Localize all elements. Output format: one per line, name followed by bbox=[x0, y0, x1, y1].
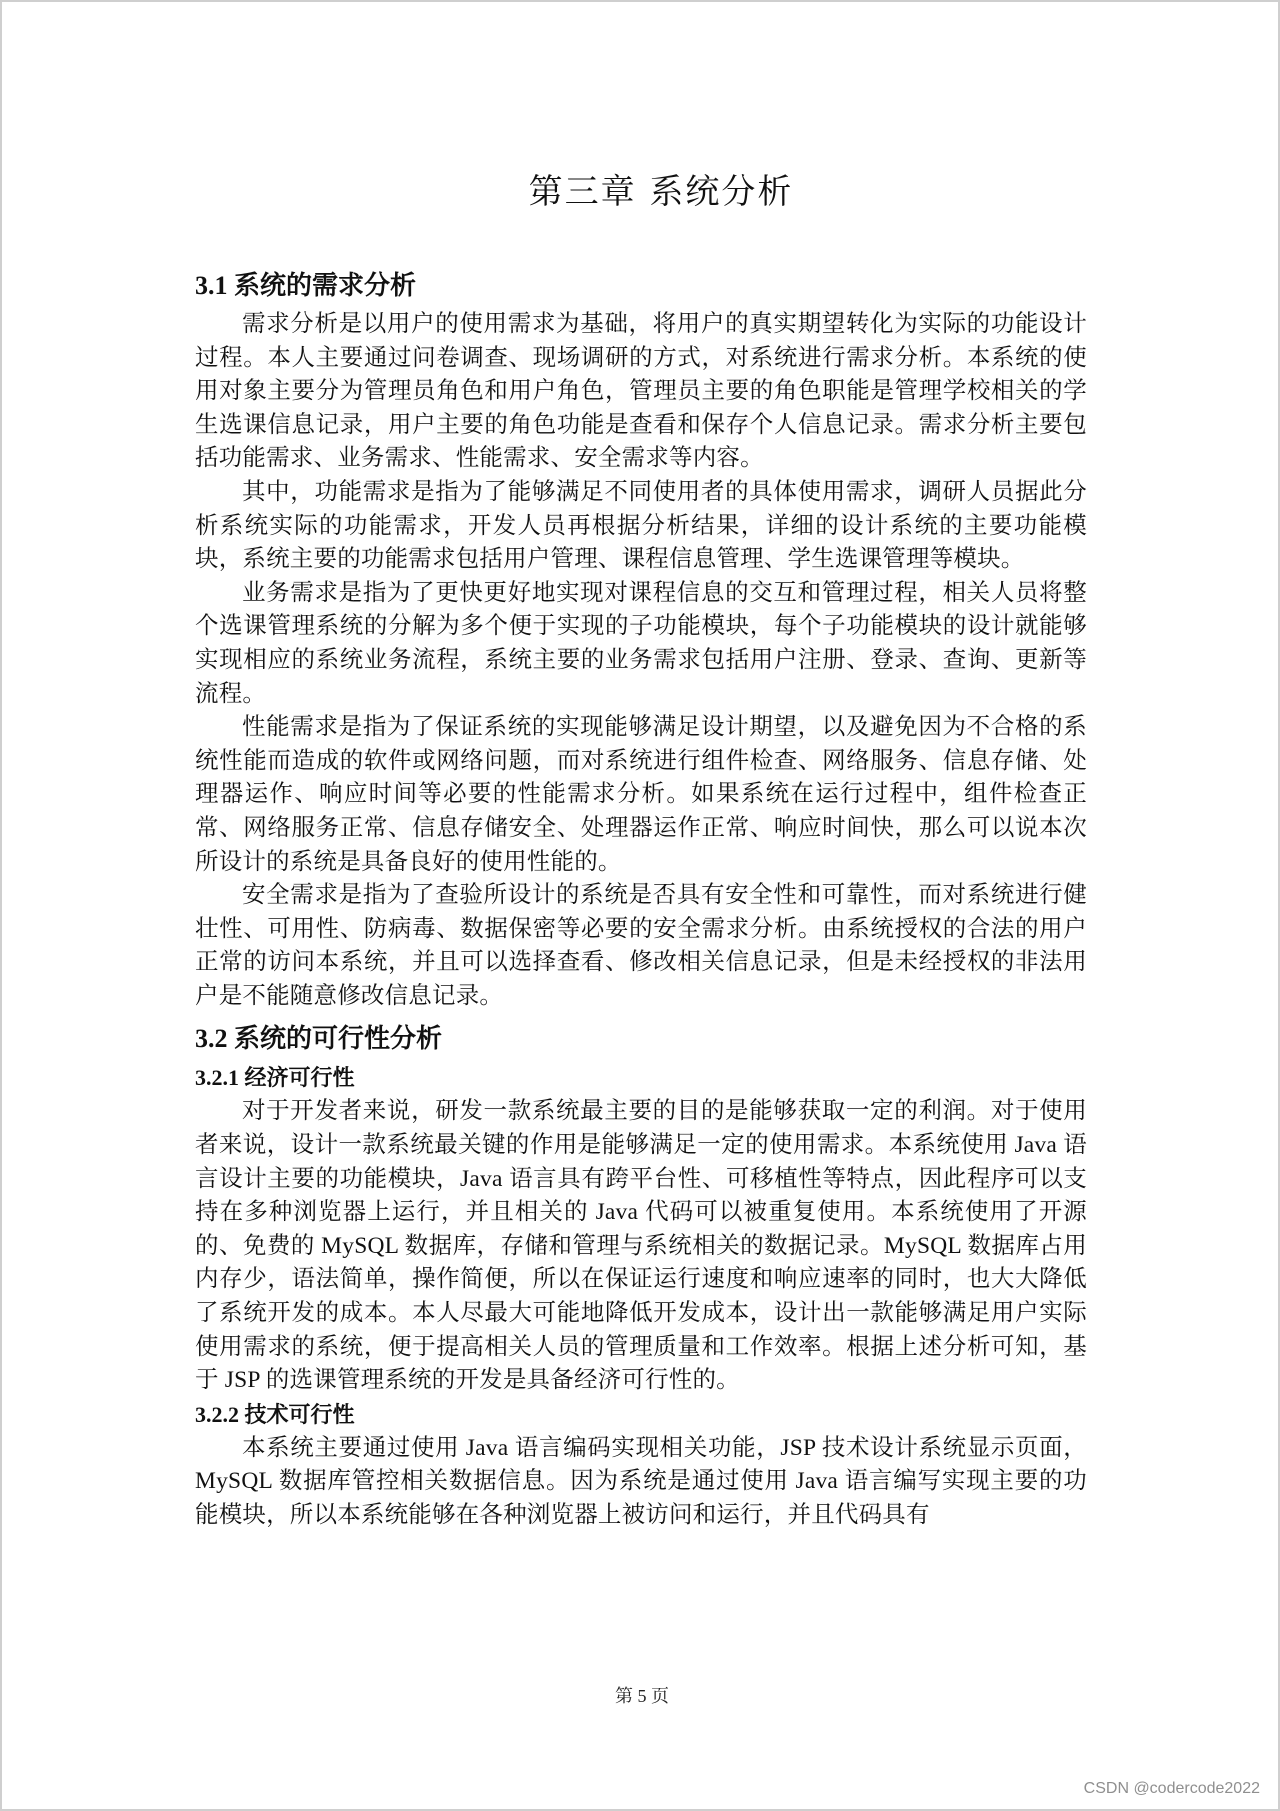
paragraph-functional-requirements: 其中，功能需求是指为了能够满足不同使用者的具体使用需求，调研人员据此分析系统实际的功能需求，开发人员再根据分析结果，详细的设计系统的主要功能模块，系统主要的功能需求包括用户管理、课程信息管理、学生选课管理等模块。 bbox=[195, 478, 1087, 573]
page-number: 第 5 页 bbox=[615, 1686, 669, 1706]
chapter-title: 第三章 系统分析 bbox=[528, 172, 794, 212]
paragraph-technical-feasibility: 本系统主要通过使用 Java 语言编码实现相关功能，JSP 技术设计系统显示页面，MySQL 数据库管控相关数据信息。因为系统是通过使用 Java 语言编写实现主要的功能模块，所以本系统能够在各种浏览器上被访问和运行，并且代码具有 bbox=[195, 1434, 1087, 1528]
paragraph-security-requirements: 安全需求是指为了查验所设计的系统是否具有安全性和可靠性，而对系统进行健壮性、可用性、防病毒、数据保密等必要的安全需求分析。由系统授权的合法的用户正常的访问本系统，并且可以选择查看、修改相关信息记录，但是未经授权的非法用户是不能随意修改信息记录。 bbox=[195, 882, 1087, 1009]
subsection-heading-3-2-1: 3.2.1 经济可行性 bbox=[195, 1065, 355, 1091]
section-heading-3-1: 3.1 系统的需求分析 bbox=[195, 271, 417, 300]
paragraph-business-requirements: 业务需求是指为了更快更好地实现对课程信息的交互和管理过程，相关人员将整个选课管理系统的分解为多个便于实现的子功能模块，每个子功能模块的设计就能够实现相应的系统业务流程，系统主要的业务需求包括用户注册、登录、查询、更新等流程。 bbox=[195, 579, 1087, 707]
paragraph-performance-requirements: 性能需求是指为了保证系统的实现能够满足设计期望，以及避免因为不合格的系统性能而造成的软件或网络问题，而对系统进行组件检查、网络服务、信息存储、处理器运作、响应时间等必要的性能需求分析。如果系统在运行过程中，组件检查正常、网络服务正常、信息存储安全、处理器运作正常、响应时间快，那么可以说本次所设计的系统是具备良好的使用性能的。 bbox=[195, 714, 1087, 875]
watermark: CSDN @codercode2022 bbox=[1083, 1780, 1260, 1797]
paragraph-requirements-intro: 需求分析是以用户的使用需求为基础，将用户的真实期望转化为实际的功能设计过程。本人主要通过问卷调查、现场调研的方式，对系统进行需求分析。本系统的使用对象主要分为管理员角色和用户角色，管理员主要的角色职能是管理学校相关的学生选课信息记录，用户主要的角色功能是查看和保存个人信息记录。需求分析主要包括功能需求、业务需求、性能需求、安全需求等内容。 bbox=[195, 311, 1087, 472]
section-heading-3-2: 3.2 系统的可行性分析 bbox=[195, 1024, 443, 1054]
paragraph-economic-feasibility: 对于开发者来说，研发一款系统最主要的目的是能够获取一定的利润。对于使用者来说，设计一款系统最关键的作用是能够满足一定的使用需求。本系统使用 Java 语言设计主要的功能模块，Java 语言具有跨平台性、可移植性等特点，因此程序可以支持在多种浏览器上运行，并且相关的 Java 代码可以被重复使用。本系统使用了开源的、免费的 MySQL 数据库，存储和管理与系统相关的数据记录。MySQL 数据库占用内存少，语法简单，操作简便，所以在保证运行速度和响应速率的同时，也大大降低了系统开发的成本。本人尽最大可能地降低开发成本，设计出一款能够满足用户实际使用需求的系统，便于提高相关人员的管理质量和工作效率。根据上述分析可知，基于 JSP 的选课管理系统的开发是具备经济可行性的。 bbox=[195, 1098, 1087, 1394]
subsection-heading-3-2-2: 3.2.2 技术可行性 bbox=[195, 1401, 355, 1427]
page-content bbox=[195, 162, 1087, 1533]
